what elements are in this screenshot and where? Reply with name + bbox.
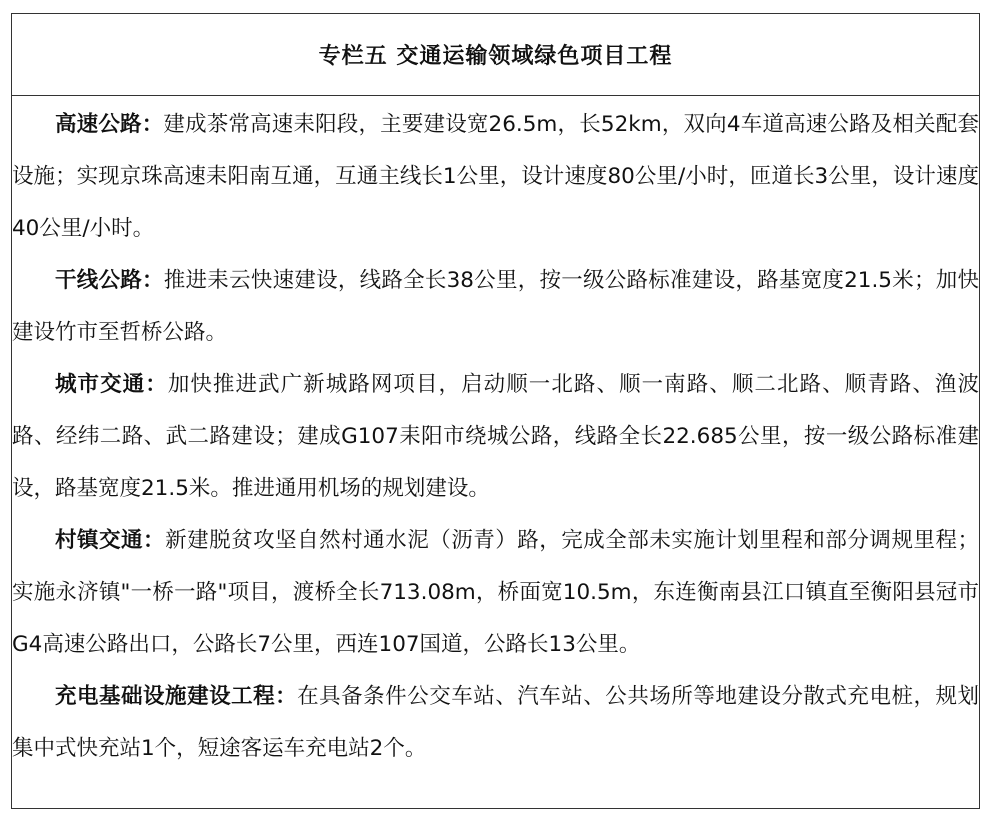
section-label: 城市交通： — [55, 372, 168, 397]
section-trunk-road — [12, 255, 979, 359]
section-village-transport — [12, 515, 979, 671]
title-row — [12, 14, 979, 96]
section-label: 高速公路： — [55, 112, 164, 137]
section-label: 干线公路： — [55, 268, 164, 293]
column-content — [12, 99, 979, 775]
section-text: 建成茶常高速耒阳段，主要建设宽26.5m，长52km，双向4车道高速公路及相关配套设施；实现京珠高速耒阳南互通，互通主线长1公里，设计速度80公里/小时，匝道长3公里，设计速度40公里/小时。 — [12, 112, 979, 241]
section-urban-transport — [12, 359, 979, 515]
section-label: 村镇交通： — [55, 528, 166, 553]
project-column-box — [11, 13, 980, 809]
section-text: 新建脱贫攻坚自然村通水泥（沥青）路，完成全部未实施计划里程和部分调规里程；实施永济镇"一桥一路"项目，渡桥全长713.08m，桥面宽10.5m，东连衡南县江口镇直至衡阳县冠市G4高速公路出口，公路长7公里，西连107国道，公路长13公里。 — [12, 528, 979, 657]
section-charging-infrastructure — [12, 671, 979, 775]
section-text: 加快推进武广新城路网项目，启动顺一北路、顺一南路、顺二北路、顺青路、渔波路、经纬二路、武二路建设；建成G107耒阳市绕城公路，线路全长22.685公里，按一级公路标准建设，路基宽度21.5米。推进通用机场的规划建设。 — [12, 372, 979, 501]
section-highway — [12, 99, 979, 255]
column-title: 专栏五 交通运输领域绿色项目工程 — [318, 44, 673, 69]
section-text: 推进耒云快速建设，线路全长38公里，按一级公路标准建设，路基宽度21.5米；加快建设竹市至哲桥公路。 — [12, 268, 979, 345]
section-label: 充电基础设施建设工程： — [55, 684, 298, 709]
section-text: 在具备条件公交车站、汽车站、公共场所等地建设分散式充电桩，规划集中式快充站1个，短途客运车充电站2个。 — [12, 684, 979, 761]
